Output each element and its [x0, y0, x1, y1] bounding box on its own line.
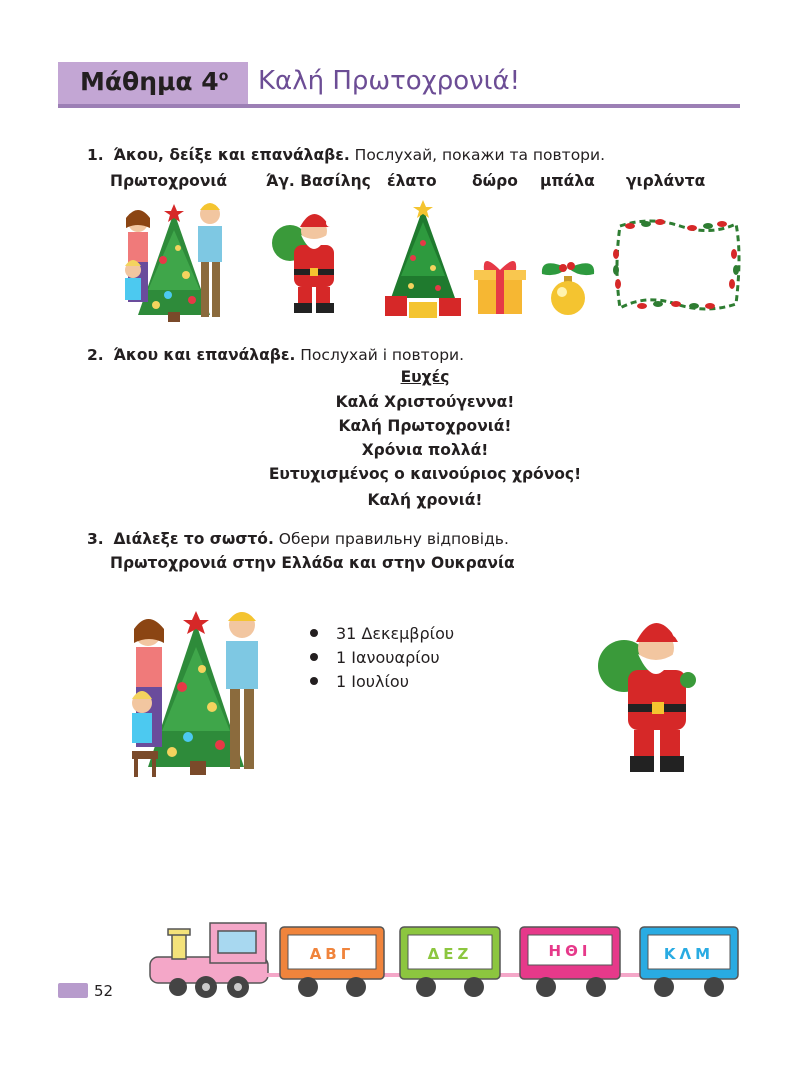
task-1-instruction: 1. Άκου, δείξε και επανάλαβε. Послухай, покажи та повтори. — [87, 146, 606, 164]
page-number: 52 — [94, 982, 114, 1000]
task-3-question: Πρωτοχρονιά στην Ελλάδα και στην Ουκρανία — [110, 554, 515, 572]
santa-illustration-large — [596, 610, 708, 778]
wagon-label: ΔΕΖ — [427, 945, 473, 963]
vocab-word: μπάλα — [540, 172, 595, 190]
vocab-word: έλατο — [387, 172, 437, 190]
wish-line: Καλά Χριστούγεννα! — [335, 393, 515, 411]
vocab-word: Πρωτοχρονιά — [110, 172, 228, 190]
wagon-label: ΚΛΜ — [663, 945, 715, 963]
answer-option[interactable]: 1 Ιουλίου — [310, 672, 409, 691]
bullet-icon — [310, 629, 318, 637]
vocab-word: Άγ. Βασίλης — [266, 172, 371, 190]
wishes-heading: Ευχές — [400, 368, 450, 386]
ornament-ball-illustration — [538, 250, 598, 320]
wish-line: Ευτυχισμένος ο καινούριος χρόνος! — [268, 465, 582, 483]
santa-illustration — [270, 205, 350, 317]
family-tree-illustration — [108, 200, 236, 325]
garland-illustration — [610, 214, 742, 316]
bullet-icon — [310, 653, 318, 661]
answer-option[interactable]: 31 Δεκεμβρίου — [310, 624, 454, 643]
header-underline — [58, 104, 740, 108]
wagon-label: ΑΒΓ — [309, 945, 355, 963]
task-2-instruction: 2. Άκου και επανάλαβε. Послухай і повтори. — [87, 346, 465, 364]
wish-line: Χρόνια πολλά! — [361, 441, 489, 459]
gift-illustration — [472, 256, 528, 318]
page-number-tab — [58, 983, 88, 998]
vocab-word: γιρλάντα — [626, 172, 706, 190]
page-title: Καλή Πρωτοχρονιά! — [258, 66, 521, 96]
lesson-number: Μάθημα $4^o$ — [80, 67, 229, 96]
answer-option[interactable]: 1 Ιανουαρίου — [310, 648, 440, 667]
fir-tree-illustration — [383, 198, 465, 320]
task-3-instruction: 3. Διάλεξε το σωστό. Обери правильну відповідь. — [87, 530, 509, 548]
wagon-label: ΗΘΙ — [548, 942, 592, 960]
alphabet-train-illustration — [148, 915, 743, 1003]
bullet-icon — [310, 677, 318, 685]
family-tree-illustration-large — [112, 607, 280, 783]
wish-line: Καλή χρονιά! — [367, 491, 483, 509]
vocab-word: δώρο — [472, 172, 518, 190]
wish-line: Καλή Πρωτοχρονιά! — [338, 417, 512, 435]
